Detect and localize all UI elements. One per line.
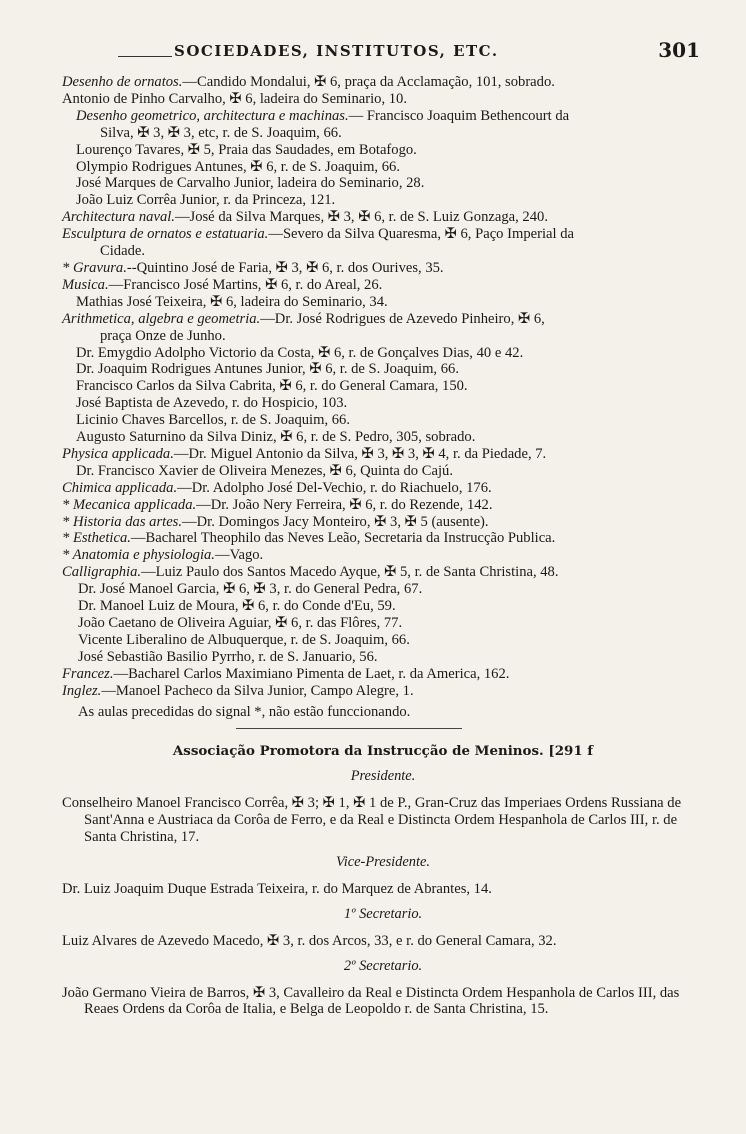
president-text: Conselheiro Manoel Francisco Corrêa, ✠ 3; ✠ 1, ✠ 1 de P., Gran-Cruz das Imperiaes Ordens Russiana de Sant'Anna e Austriaca da Corôa de Ferro, e da Real e Distincta Ordem Hespanhola de Carlos III, r. de Santa Christina, 17. [62, 795, 682, 846]
course-teacher-text: João Caetano de Oliveira Aguiar, ✠ 6, r. das Flôres, 77. [78, 615, 403, 631]
course-entry [62, 429, 704, 446]
course-entry [62, 175, 704, 192]
vice-president-label: Vice-Presidente. [336, 853, 430, 870]
course-teacher-text: —Dr. Adolpho José Del-Vechio, r. do Riachuelo, 176. [177, 479, 492, 496]
course-teacher-text: Cidade. [100, 243, 145, 260]
course-teacher-text: João Luiz Corrêa Junior, r. da Princeza, 121. [76, 192, 336, 209]
course-entry [62, 108, 704, 125]
course-teacher-text: Dr. Francisco Xavier de Oliveira Menezes, ✠ 6, Quinta do Cajú. [76, 462, 453, 479]
course-list [62, 74, 704, 700]
course-subject: * Esthetica. [62, 530, 131, 547]
course-entry [62, 530, 704, 547]
course-entry [62, 159, 704, 176]
course-entry [62, 209, 704, 226]
first-secretary-text: Luiz Alvares de Azevedo Macedo, ✠ 3, r. dos Arcos, 33, e r. do General Camara, 32. [62, 932, 557, 949]
course-subject: * Anatomia e physiologia. [62, 547, 215, 564]
course-teacher-text: —Dr. José Rodrigues de Azevedo Pinheiro, ✠ 6, [260, 310, 545, 327]
course-teacher-text: —Vago. [214, 547, 264, 564]
course-entry [62, 260, 704, 277]
course-teacher-text: José Baptista de Azevedo, r. do Hospicio, 103. [76, 395, 348, 412]
course-subject: Inglez. [62, 682, 102, 699]
course-teacher-text: praça Onze de Junho. [100, 327, 226, 344]
course-subject: Architectura naval. [62, 209, 175, 226]
course-teacher-text: —Bacharel Carlos Maximiano Pimenta de Laet, r. da America, 162. [113, 665, 510, 682]
course-subject: * Mecanica applicada. [62, 496, 197, 513]
course-entry [62, 632, 704, 649]
course-subject: Arithmetica, algebra e geometria. [62, 310, 261, 327]
page-body [62, 74, 704, 1018]
course-teacher-text: Francisco Carlos da Silva Cabrita, ✠ 6, r. do General Camara, 150. [76, 378, 468, 395]
course-subject: * Gravura. [62, 259, 127, 276]
course-teacher-text: —Luiz Paulo dos Santos Macedo Ayque, ✠ 5, r. de Santa Christina, 48. [141, 564, 559, 581]
course-entry [62, 581, 704, 598]
association-heading [62, 743, 704, 760]
course-entry [62, 277, 704, 294]
course-teacher-text: —José da Silva Marques, ✠ 3, ✠ 6, r. de S. Luiz Gonzaga, 240. [174, 209, 548, 226]
course-teacher-text: Dr. Emygdio Adolpho Victorio da Costa, ✠ 6, r. de Gonçalves Dias, 40 e 42. [76, 344, 524, 361]
association-title: Associação Promotora da Instrucção de Meninos. [172, 743, 544, 760]
course-subject: Musica. [62, 276, 109, 293]
course-subject: Esculptura de ornatos e estatuaria. [62, 226, 269, 243]
course-teacher-text: —Dr. Miguel Antonio da Silva, ✠ 3, ✠ 3, ✠ 4, r. da Piedade, 7. [173, 445, 547, 462]
course-teacher-text: —Manoel Pacheco da Silva Junior, Campo Alegre, 1. [101, 682, 414, 699]
course-entry [62, 497, 704, 514]
second-secretary-label: 2º Secretario. [343, 957, 423, 974]
course-entry [62, 142, 704, 159]
course-teacher-text: José Sebastião Basilio Pyrrho, r. de S. Januario, 56. [78, 648, 378, 665]
page-number: 301 [658, 38, 700, 62]
course-subject: Desenho geometrico, architectura e machinas. [76, 107, 349, 124]
course-teacher-text: Antonio de Pinho Carvalho, ✠ 6, ladeira do Seminario, 10. [62, 90, 407, 107]
course-entry [62, 378, 704, 395]
course-entry [62, 649, 704, 666]
course-entry [62, 446, 704, 463]
course-entry [62, 683, 704, 700]
course-entry [62, 395, 704, 412]
course-subject: Physica applicada. [62, 445, 174, 462]
course-teacher-text: Dr. Manoel Luiz de Moura, ✠ 6, r. do Conde d'Eu, 59. [78, 598, 396, 615]
course-teacher-text: Mathias José Teixeira, ✠ 6, ladeira do Seminario, 34. [76, 293, 388, 310]
course-teacher-text: Dr. Joaquim Rodrigues Antunes Junior, ✠ 6, r. de S. Joaquim, 66. [76, 361, 459, 378]
course-entry [62, 463, 704, 480]
course-entry [62, 547, 704, 564]
header-title: SOCIEDADES, INSTITUTOS, ETC. [174, 42, 499, 60]
first-secretary-label: 1º Secretario. [343, 905, 423, 922]
course-teacher-text: José Marques de Carvalho Junior, ladeira do Seminario, 28. [76, 175, 425, 192]
course-entry [62, 125, 704, 142]
course-teacher-text: Silva, ✠ 3, ✠ 3, etc, r. de S. Joaquim, 66. [100, 124, 342, 141]
course-teacher-text: —Bacharel Theophilo das Neves Leão, Secretaria da Instrucção Publica. [130, 530, 556, 547]
course-teacher-text: —Dr. Domingos Jacy Monteiro, ✠ 3, ✠ 5 (ausente). [182, 513, 489, 530]
course-teacher-text: Dr. José Manoel Garcia, ✠ 6, ✠ 3, r. do General Pedra, 67. [78, 581, 423, 598]
vice-president-text: Dr. Luiz Joaquim Duque Estrada Teixeira, r. do Marquez de Abrantes, 14. [62, 880, 492, 897]
course-entry [62, 598, 704, 615]
association-ref: [291 f [548, 743, 594, 760]
course-teacher-text: Licinio Chaves Barcellos, r. de S. Joaquim, 66. [76, 412, 350, 429]
course-entry [62, 412, 704, 429]
footnote: As aulas precedidas do signal *, não estão funccionando. [78, 703, 411, 720]
course-subject: Chimica applicada. [62, 479, 178, 496]
course-entry [62, 226, 704, 243]
course-entry [62, 480, 704, 497]
course-entry [62, 345, 704, 362]
course-entry [62, 328, 704, 345]
course-teacher-text: —Candido Mondalui, ✠ 6, praça da Acclamação, 101, sobrado. [182, 74, 555, 90]
president-label: Presidente. [350, 768, 416, 785]
course-teacher-text: Augusto Saturnino da Silva Diniz, ✠ 6, r. de S. Pedro, 305, sobrado. [76, 429, 476, 446]
course-teacher-text: Lourenço Tavares, ✠ 5, Praia das Saudades, em Botafogo. [76, 141, 417, 158]
course-teacher-text: --Quintino José de Faria, ✠ 3, ✠ 6, r. dos Ourives, 35. [126, 259, 444, 276]
course-subject: Desenho de ornatos. [62, 74, 183, 90]
second-secretary-text: João Germano Vieira de Barros, ✠ 3, Cavalleiro da Real e Distincta Ordem Hespanhola de Carlos III, das Reaes Ordens da Corôa de Italia, e Belga de Leopoldo r. de Santa Christina, 15. [62, 984, 680, 1018]
course-teacher-text: —Francisco José Martins, ✠ 6, r. do Areal, 26. [108, 276, 383, 293]
course-teacher-text: Vicente Liberalino de Albuquerque, r. de S. Joaquim, 66. [78, 631, 410, 648]
course-teacher-text: Olympio Rodrigues Antunes, ✠ 6, r. de S. Joaquim, 66. [76, 158, 400, 175]
course-entry [62, 361, 704, 378]
course-entry [62, 243, 704, 260]
section-divider [236, 728, 462, 729]
course-entry [62, 91, 704, 108]
course-subject: Francez. [62, 665, 114, 682]
course-subject: * Historia das artes. [62, 513, 183, 530]
course-entry [62, 514, 704, 531]
course-teacher-text: — Francisco Joaquim Bethencourt da [348, 107, 570, 124]
course-entry [62, 666, 704, 683]
header-rule [118, 56, 172, 57]
running-header [118, 38, 700, 64]
course-teacher-text: —Dr. João Nery Ferreira, ✠ 6, r. do Rezende, 142. [196, 496, 493, 513]
course-teacher-text: —Severo da Silva Quaresma, ✠ 6, Paço Imperial da [268, 226, 574, 243]
course-entry [62, 564, 704, 581]
course-subject: Calligraphia. [62, 564, 142, 581]
course-entry [62, 615, 704, 632]
course-entry [62, 294, 704, 311]
course-entry [62, 74, 704, 91]
course-entry [62, 311, 704, 328]
course-entry [62, 192, 704, 209]
